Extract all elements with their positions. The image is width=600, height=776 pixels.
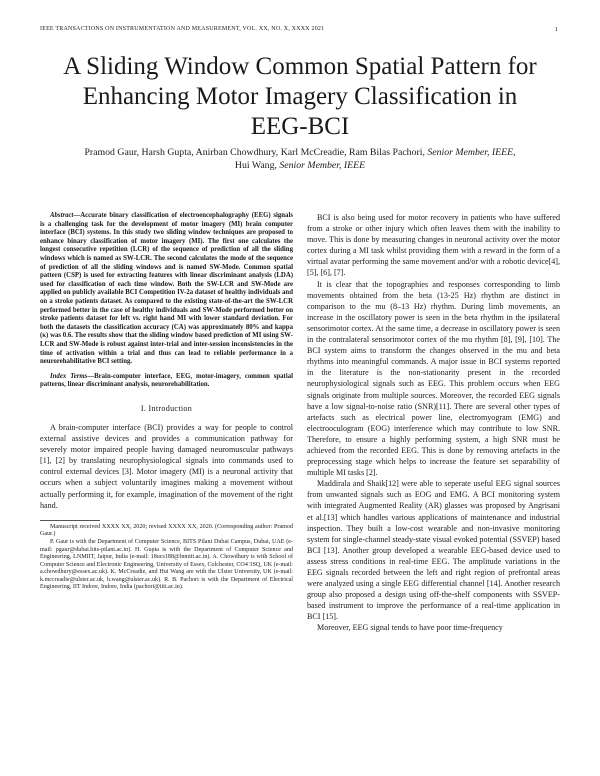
index-terms-label: Index Terms	[50, 372, 88, 380]
page-number: 1	[554, 26, 558, 33]
running-head: IEEE TRANSACTIONS ON INSTRUMENTATION AND MEASUREMENT, VOL. XX, NO. X, XXXX 2021	[40, 26, 325, 32]
footnote-divider	[40, 520, 100, 521]
author-list	[55, 147, 545, 172]
author-line-1	[55, 147, 545, 160]
footnote-affiliations: P. Gaur is with the Department of Computer Science, BITS Pilani Dubai Campus, Dubai, UAE (e-mail: pgaur@dubai.bits-pilani.ac.in). H. Gupta is with the Department of Computer Science and Engineering, LNMIIT, Jaipur, India (e-mail: 18ucs188@lnmiit.ac.in). A. Chowdhury is with School of Computer Science and Electronic Engineering, University of Essex, Colchester, CO4 3SQ, UK (e-mail: a.chowdhury@essex.ac.uk). K. McCreadie, and Hui Wang are with the Ulster University, UK (e-mail: k.mccreadie@ulster.ac.uk, h.wang@ulster.ac.uk). R. B. Pachori is with the Department of Electrical Engineering, IIT Indore, Indore, India (pachori@iiti.ac.in).	[40, 538, 293, 591]
author-names-1: Pramod Gaur, Harsh Gupta, Anirban Chowdhury, Karl McCreadie, Ram Bilas Pachori,	[84, 147, 425, 158]
title-line-3: EEG-BCI	[250, 113, 350, 140]
index-terms	[40, 373, 293, 390]
left-column	[40, 212, 293, 592]
index-terms-text: —Brain-computer interface, EEG, motor-imagery, common spatial patterns, linear discriminant analysis, neurorehabilitation.	[40, 372, 293, 389]
right-column	[307, 212, 560, 634]
title-line-2: Enhancing Motor Imagery Classification in	[82, 83, 518, 110]
intro-paragraph-1: A brain-computer interface (BCI) provides a way for people to control external assistive devices and provides a communication pathway for severely motor impaired people having damaged neuromuscular pathways [1], [2] by translating neurophysiological signals into commands used to control external devices [3]. Motor imagery (MI) is a neuronal activity that occurs when a subject voluntarily imagines making a movement without actually performing it, for example, imagination of the movement of the right hand.	[40, 422, 293, 510]
footnote-manuscript: Manuscript received XXXX XX, 2020; revised XXXX XX, 2020. (Corresponding author: Pramod Gaur.)	[40, 523, 293, 538]
author-line-2	[55, 160, 545, 173]
section-heading-introduction: I. Introduction	[140, 403, 193, 413]
title-line-1: A Sliding Window Common Spatial Pattern for	[63, 53, 537, 80]
right-paragraph-2: It is clear that the topographies and responses corresponding to limb movements obtained from the beta (13-25 Hz) rhythm are distinct in comparison to the mu (8–13 Hz) rhythm. During limb movements, an increase in the oscillatory power is seen in the beta rhythm in the ipsilateral sensorimotor cortex. At the same time, a decrease in oscillatory power is seen in the contralateral sensorimotor cortex of the mu rhythm [8], [9], [10]. The BCI system aims to transform the changes observed in the mu and beta rhythms into meaningful commands. A major issue in BCI systems reported in the literature is the non-stationarity present in the recorded neurophysiological signals such as EEG. This problem occurs when EEG signals originate from multiple sources. Moreover, the recorded EEG signals have a low signal-to-noise ratio (SNR)[11]. There are several other types of artefacts such as electrical power line, electromyogram (EMG) and electrooculogram (EOG) interference which may contribute to low SNR. Therefore, to ensure a highly performing system, a high SNR must be achieved from the recorded EEG. This is done by removing artefacts in the preprocessing stage which helps to increase the feature set separability of multiple MI tasks [2].	[307, 279, 560, 478]
right-paragraph-3: Maddirala and Shaik[12] were able to seperate useful EEG signal sources from unwanted signals such as EOG and EMG. A BCI monitoring system with integrated Augmented Reality (AR) glasses was proposed by Angrisani et al.[13] which handles various applications of maintenance and industrial inspection. They built a low-cost wearable and non-invasive monitoring system for single-channel steady-state visual evoked potential (SSVEP) based BCI [13]. Another group developed a wearable EEG-based device used to assess stress conditions in real-time EEG. The amplitude variations in the EEG signals recorded between the left and right region of prefrontal areas were analyzed using a single EEG differential channel [14]. Another research group also proposed a design using off-the-shelf components with SSVEP-based instrument to improve the performance of a real-time application in BCI [15].	[307, 479, 560, 622]
right-paragraph-4: Moreover, EEG signal tends to have poor time-frequency	[317, 623, 503, 633]
abstract	[40, 212, 293, 367]
paper-title	[40, 52, 560, 142]
abstract-text: —Accurate binary classification of electroencephalography (EEG) signals is a challenging task for the development of motor imagery (MI) brain computer interface (BCI) systems. In this study two sliding window techniques are proposed to enhance binary classification of motor imagery (MI). The first one calculates the longest consecutive repetition (LCR) of the sequence of prediction of all the sliding windows which is named as SW-LCR. The second calculates the mode of the sequence of prediction of all the sliding windows and is named SW-Mode. Common spatial pattern (CSP) is used for extracting features with linear discriminant analysis (LDA) used for classification of each time window. Both the SW-LCR and SW-Mode are applied on publicly available BCI Competition IV-2a dataset of healthy individuals and on a stroke patients dataset. As compared to the existing state-of-the-art the SW-LCR performed better in the case of healthy individuals and SW-Mode performed better on stroke patients dataset for left vs. right hand MI with lower standard deviation. For both the datasets the classification accuracy (CA) was approximately 80% and kappa (κ) was 0.6. The results show that the sliding window based prediction of MI using SW-LCR and SW-Mode is robust against inter-trial and inter-session inconsistencies in the time of activation within a trial and thus can lead to reliable performance in a neurorehabilitative BCI setting.	[40, 212, 293, 366]
author-names-2: Hui Wang,	[234, 159, 277, 171]
abstract-label: Abstract	[50, 212, 74, 219]
author-membership-2: Senior Member, IEEE	[279, 159, 366, 171]
author-membership-1: Senior Member, IEEE,	[427, 147, 516, 158]
right-paragraph-1: BCI is also being used for motor recovery in patients who have suffered from a stroke or other injury which often leaves them with the inability to move. This is done by measuring changes in neuronal activity over the motor cortex during a MI task whilst providing them with a reward in the form of a virtual avatar performing the same movement and/or with a robotic device[4], [5], [6], [7].	[307, 213, 560, 278]
